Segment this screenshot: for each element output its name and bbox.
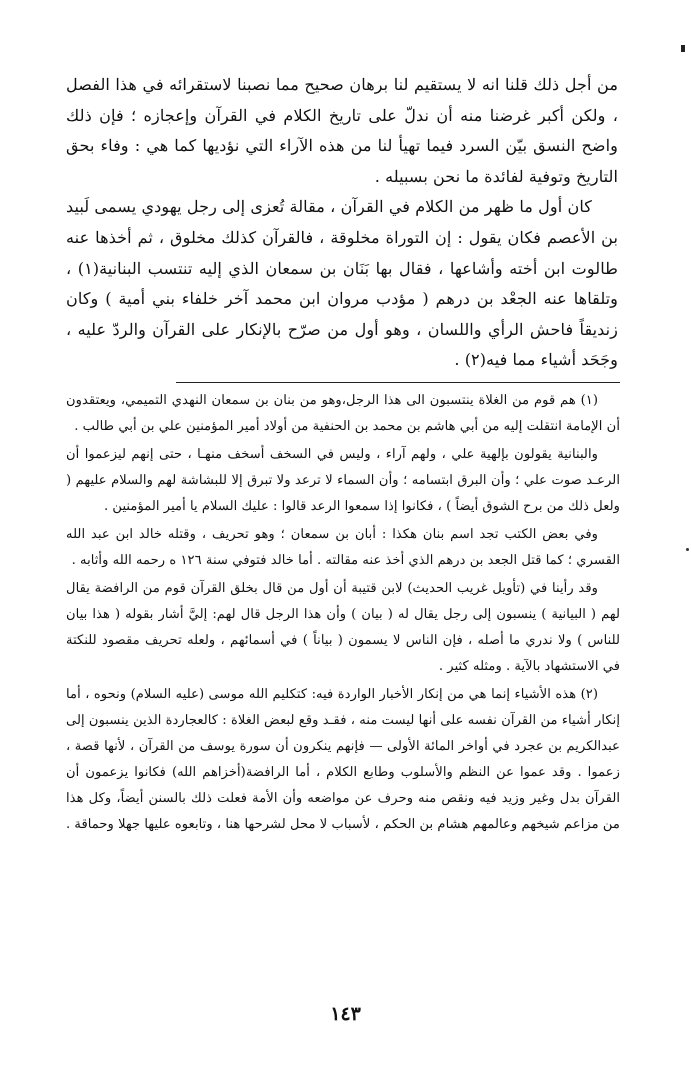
main-paragraph-1: من أجل ذلك قلنا انه لا يستقيم لنا برهان صحيح مما نصبنا لاستقرائه في هذا الفصل ، ولكن أكبر غرضنا منه أن ندلّ على تاريخ الكلام في القرآن وإعجازه ؛ فإن ذلك واضح النسق بيّن السرد فيما تهيأ لنا من هذه الآراء التي نؤديها كما هي : وفاء بحق التاريخ وتوفية لفائدة ما نحن بسبيله . [66, 75, 618, 186]
footnote-2: (٢) هذه الأشياء إنما هي من إنكار الأخبار الواردة فيه: كتكليم الله موسى (عليه السلام) ونحوه ، أما إنكار أشياء من القرآن نفسه على أنها ليست منه ، فقـد وقع لبعض الغلاة : كالعجاردة الذين ينسبون إلى عبدالكريم بن عجرد في أواخر المائة الأولى — فإنهم ينكرون أن سورة يوسف من القرآن ، لأنها قصة ، زعموا . وقد عموا عن النظم والأسلوب وطابع الكلام ، أما الرافضة(أخزاهم الله) فكانوا يزعمون أن القرآن بدل وغير وزيد فيه ونقص منه وحرف عن مواضعه وأن الأمة فعلت ذلك بالسنن أيضاً، وكل هذا من مزاعم شيخهم وعالمهم هشام بن الحكم ، لأسباب لا محل لشرحها هنا ، وتابعوه عليها جهلا وحماقة . [65, 687, 620, 832]
footnote-1-continued-b: وفي بعض الكتب تجد اسم بنان هكذا : أبان بن سمعان ؛ وهو تحريف ، وقتله خالد ابن عبد الله القسري ؛ كما قتل الجعد بن درهم الذي أخذ عنه مقالته . أما خالد فتوفي سنة ١٢٦ ه رحمه الله وأثابه . [66, 527, 620, 568]
page-number: ١٤٣ [330, 1003, 361, 1025]
margin-mark [681, 45, 685, 52]
main-paragraph-2: كان أول ما ظهر من الكلام في القرآن ، مقالة تُعزى إلى رجل يهودي يسمى لَبيد بن الأعصم فكان يقول : إن التوراة مخلوقة ، فالقرآن كذلك مخلوق ، ثم أخذها عنه طالوت ابن أخته وأشاعها ، فقال بها بَنَان بن سمعان الذي إليه تنتسب البنانية(١) ، وتلقاها عنه الجعْد بن درهم ( مؤدب مروان ابن محمد آخر خلفاء بني أمية ) وكان زنديقاً فاحش الرأي واللسان ، وهو أول من صرّح بالإنكار على القرآن والردّ عليه ، وجَحَد أشياء مما فيه(٢) . [66, 197, 619, 370]
footnotes [66, 388, 620, 838]
footnote-1-continued-a: والبنانية يقولون بإلهية علي ، ولهم آراء ، وليس في السخف أسخف منهـا ، حتى إنهم ليزعموا أن الرعـد صوت علي ؛ وأن البرق ابتسامه ؛ وأن السماء لا ترعد ولا تبرق إلا للبشاشة لهم والسلام عليهم ( ولعل ذلك من برح الشوق أيضاً ) ، فكانوا إذا سمعوا الرعد قالوا : عليك السلام يا أمير المؤمنين . [66, 447, 620, 514]
footnote-separator [176, 382, 620, 383]
footnote-1-continued-c: وقد رأينا في (تأويل غريب الحديث) لابن قتيبة أن أول من قال بخلق القرآن قوم من الرافضة يقال لهم ( البيانية ) ينسبون إلى رجل يقال له ( بيان ) وأن هذا الرجل قال لهم: إليَّ أشار بقوله ( هذا بيان للناس ) ولا ندري ما أصله ، فإن الناس لا يسمون ( بياناً ) في أسمائهم ، ولعله تحريف مقصود للنكتة في الاستشهاد بالآية . ومثله كثير . [66, 581, 620, 674]
margin-dot [686, 548, 689, 551]
footnote-1: (١) هم قوم من الغلاة ينتسبون الى هذا الرجل،وهو من بنان بن سمعان النهدي التميمي، ويعتقدون أن الإمامة انتقلت إليه من أبي هاشم بن محمد بن الحنفية من أولاد أمير المؤمنين علي بن أبي طالب . [66, 393, 620, 434]
main-text [66, 70, 618, 376]
